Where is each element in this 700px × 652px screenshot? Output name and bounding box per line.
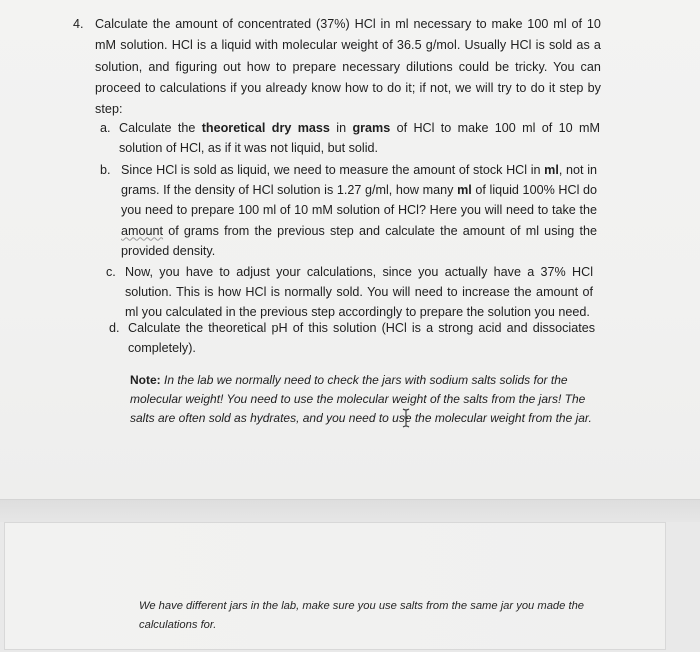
step-b-label: b. — [100, 163, 111, 177]
step-a-text-part: of HCl to make 100 ml of 10 mM solution of HCl, as if it was not liquid, but solid. — [119, 121, 600, 156]
step-a-text — [119, 118, 600, 158]
card-separator — [0, 500, 700, 522]
step-c-text: Now, you have to adjust your calculations, since you actually have a 37% HCl solution. This is how HCl is normally sold. You will need to increase the amount of ml you calculated in the previous step accordingly to prepare the solution you need. — [125, 265, 593, 320]
step-d-label: d. — [109, 321, 120, 335]
question-number: 4. — [73, 17, 84, 31]
step-b-text — [121, 160, 597, 261]
step-a-text-part: Calculate the — [119, 121, 202, 135]
step-a-bold-grams: grams — [352, 121, 391, 135]
lab-note-lead: Note: — [130, 373, 161, 387]
text-cursor-icon — [401, 408, 411, 428]
question-text: Calculate the amount of concentrated (37%) HCl in ml necessary to make 100 ml of 10 mM solution. HCl is a liquid with molecular weight of 36.5 g/mol. Usually HCl is sold as a solution, and figuring out how to prepare necessary dilutions could be tricky. You can proceed to calculations if you already know how to do it; if not, we will try to do it step by step: — [95, 17, 601, 117]
step-c-label: c. — [106, 265, 116, 279]
step-b-text-part: Since HCl is sold as liquid, we need to measure the amount of stock HCl in — [121, 163, 545, 177]
lab-note — [130, 371, 595, 428]
step-b-text-part: of grams from the previous step and calculate the amount of ml using the provided density. — [121, 223, 597, 258]
step-a-label: a. — [100, 121, 111, 135]
step-a-text-part: in — [329, 121, 353, 135]
step-a-bold-dry-mass: theoretical dry mass — [201, 121, 330, 135]
step-b-text-part: of liquid 100% HCl do you need to prepare 100 ml of 10 mM solution of HCl? Here you will need to take the — [121, 183, 598, 218]
lab-note-text: In the lab we normally need to check the jars with sodium salts solids for the molecular weight! You need to use the molecular weight of the salts from the jars! The salts are often sold as hydrates, and you need to use the molecular weight from the jar. — [130, 373, 592, 425]
step-b-bold-ml: ml — [544, 163, 559, 177]
step-d-text: Calculate the theoretical pH of this solution (HCl is a strong acid and dissociates completely). — [128, 321, 595, 356]
step-b-text-part: , not in grams. If the density of HCl solution is 1.27 g/ml, how many — [121, 163, 597, 198]
step-b-spellcheck-word: amount — [121, 223, 164, 238]
step-b-bold-ml: ml — [457, 183, 472, 198]
second-note: We have different jars in the lab, make sure you use salts from the same jar you made the calculations for. — [139, 600, 585, 631]
